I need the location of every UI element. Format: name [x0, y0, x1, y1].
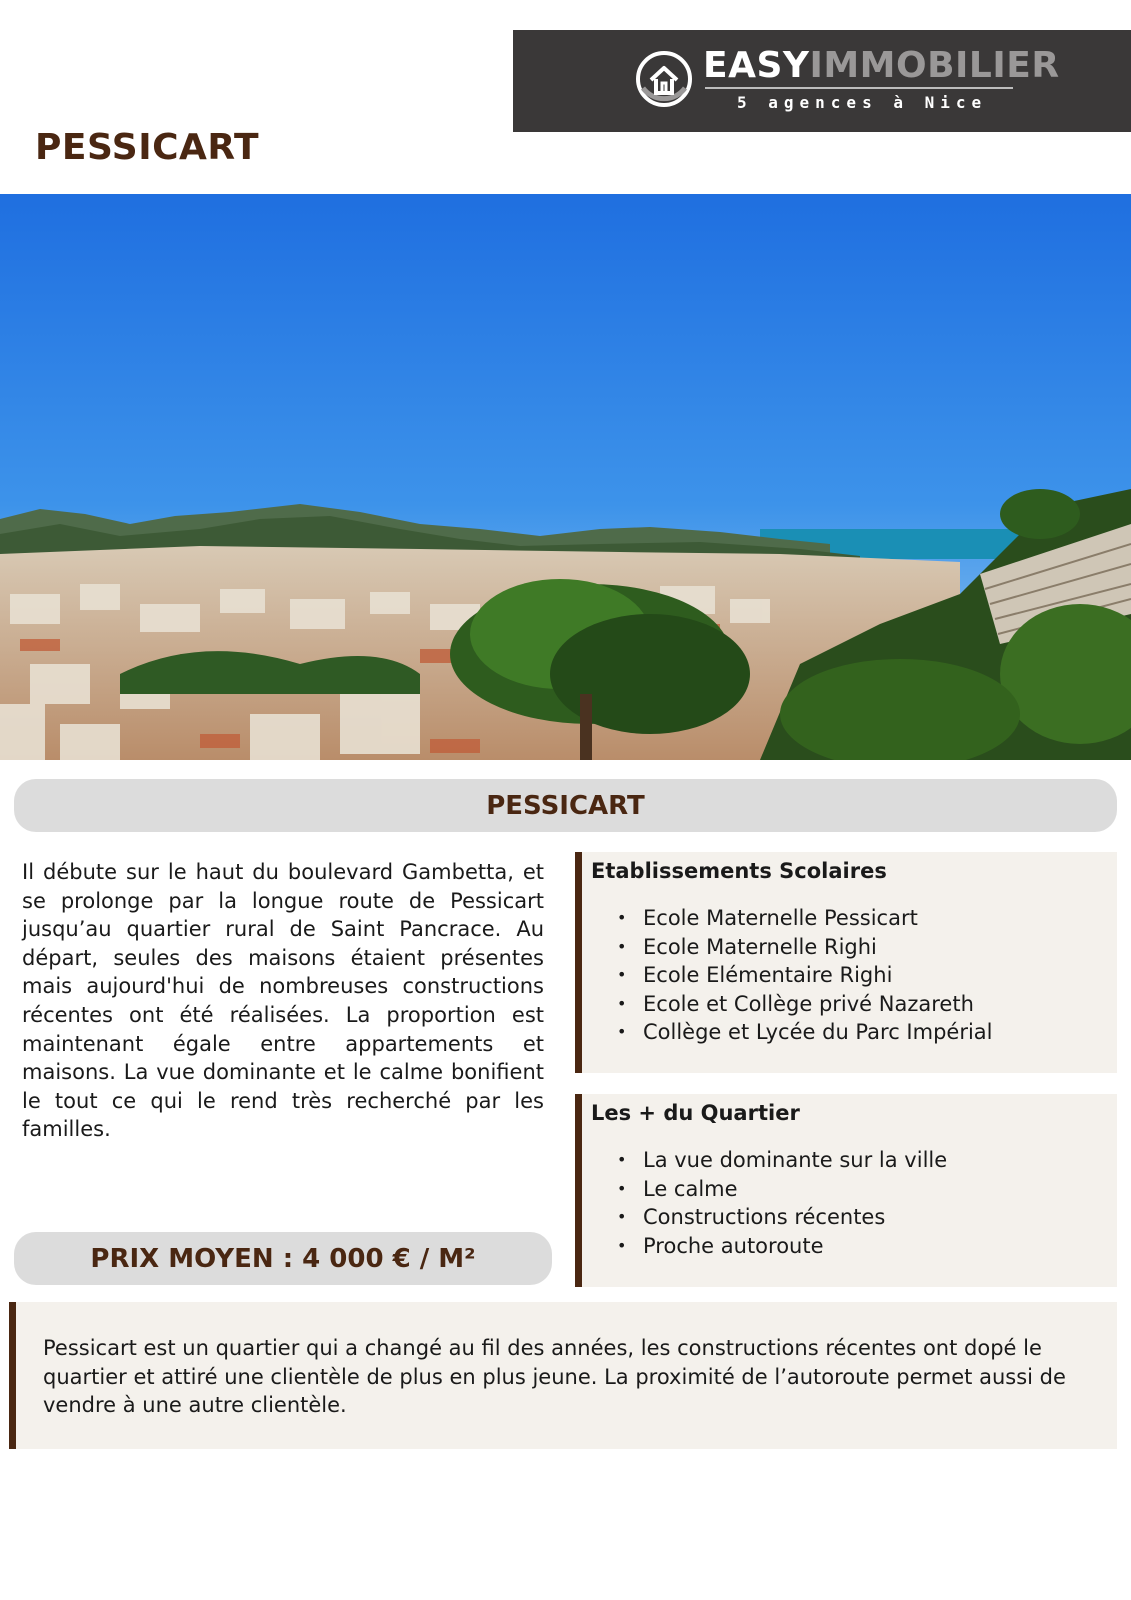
highlights-title: Les + du Quartier: [591, 1101, 800, 1125]
schools-list: [617, 904, 992, 1047]
panorama-photo: [0, 194, 1131, 760]
schools-title: Etablissements Scolaires: [591, 859, 887, 883]
section-title: PESSICART: [486, 790, 645, 821]
list-item: • Proche autoroute: [617, 1232, 947, 1261]
house-logo-icon: [635, 50, 693, 108]
list-item: • La vue dominante sur la ville: [617, 1146, 947, 1175]
list-item: • Le calme: [617, 1175, 947, 1204]
list-item: • Collège et Lycée du Parc Impérial: [617, 1018, 992, 1047]
list-item: • Ecole Maternelle Pessicart: [617, 904, 992, 933]
highlights-list: [617, 1146, 947, 1260]
average-price: PRIX MOYEN : 4 000 € / M²: [90, 1243, 476, 1274]
list-item: • Ecole Maternelle Righi: [617, 933, 992, 962]
page-title: PESSICART: [35, 127, 260, 168]
logo-banner: [513, 30, 1131, 132]
section-title-bar: [14, 779, 1117, 832]
neighbourhood-description: Il débute sur le haut du boulevard Gambetta, et se prolonge par la longue route de Pessicart jusqu’au quartier rural de Saint Pancrace. Au départ, seules des maisons étaient présentes mais aujourd'hui de nombreuses constructions récentes ont été réalisées. La proportion est maintenant égale entre appartements et maisons. La vue dominante et le calme bonifient le tout ce qui le rend très recherché par les familles.: [22, 860, 544, 1142]
list-item: • Constructions récentes: [617, 1203, 947, 1232]
highlights-box: [575, 1094, 1117, 1287]
city-panorama-image: [0, 194, 1131, 760]
list-item: • Ecole Elémentaire Righi: [617, 961, 992, 990]
brand-name: [703, 44, 1060, 88]
brand-tagline: 5 agences à Nice: [737, 93, 988, 112]
conclusion-box: [9, 1302, 1117, 1449]
average-price-bar: [14, 1232, 552, 1285]
brand-name-part2: IMMOBILIER: [809, 45, 1060, 86]
conclusion-text: Pessicart est un quartier qui a changé au fil des années, les constructions récentes ont dopé le quartier et attiré une clientèle de plus en plus jeune. La proximité de l’autoroute permet aussi de vendre à une autre clientèle.: [43, 1336, 1066, 1418]
schools-box: [575, 852, 1117, 1073]
brand-name-part1: EASY: [703, 45, 810, 86]
list-item: • Ecole et Collège privé Nazareth: [617, 990, 992, 1019]
